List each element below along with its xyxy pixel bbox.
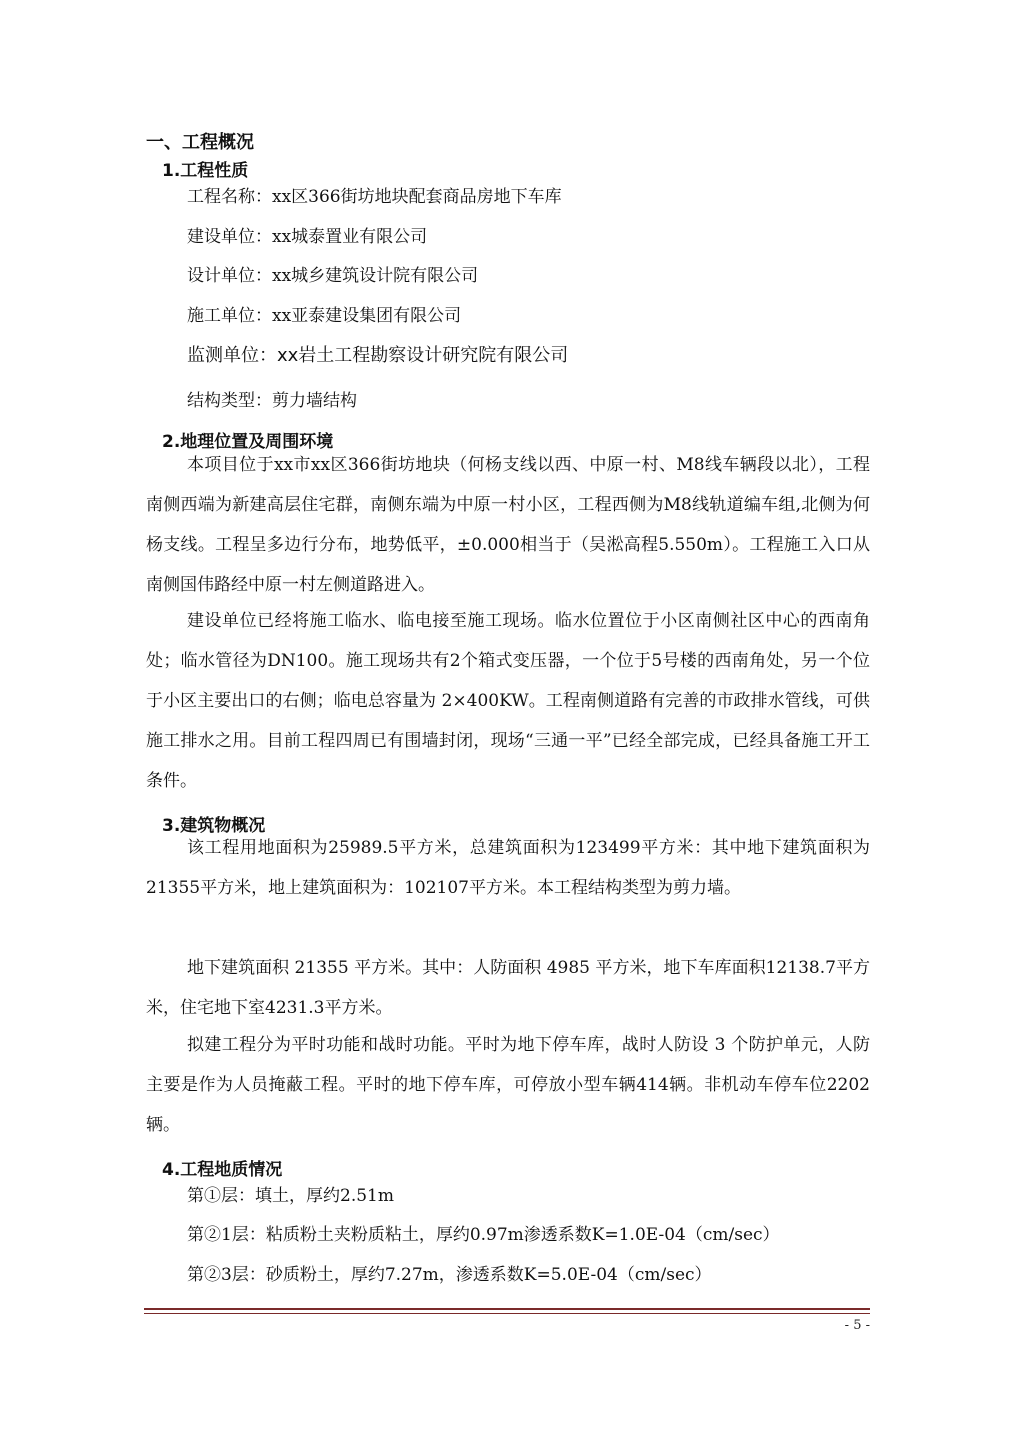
- geology-layer-2-1: 第②1层：粘质粉土夹粉质粘土，厚约0.97m渗透系数K=1.0E-04（cm/sec）: [187, 1225, 780, 1245]
- structure-type-line: 结构类型：剪力墙结构: [187, 391, 357, 411]
- function-paragraph: 拟建工程分为平时功能和战时功能。平时为地下停车库，战时人防设 3 个防护单元，人防主要是作为人员掩蔽工程。平时的地下停车库，可停放小型车辆414辆。非机动车停车位2202辆。: [146, 1035, 870, 1135]
- section-title: 一、工程概况: [146, 132, 254, 153]
- basement-area-paragraph: 地下建筑面积 21355 平方米。其中：人防面积 4985 平方米，地下车库面积12138.7平方米，住宅地下室4231.3平方米。: [146, 958, 870, 1018]
- monitoring-unit-line: 监测单位：xx岩土工程勘察设计研究院有限公司: [187, 345, 569, 366]
- geology-layer-1: 第①层：填土，厚约2.51m: [187, 1186, 394, 1206]
- project-name-line: 工程名称：xx区366街坊地块配套商品房地下车库: [187, 187, 562, 207]
- heading-location: 2.地理位置及周围环境: [162, 432, 334, 452]
- utilities-paragraph: 建设单位已经将施工临水、临电接至施工现场。临水位置位于小区南侧社区中心的西南角处；临水管径为DN100。施工现场共有2个箱式变压器，一个位于5号楼的西南角处，另一个位于小区主要出口的右侧；临电总容量为 2×400KW。工程南侧道路有完善的市政排水管线，可供施工排水之用。目前工程四周已有围墙封闭，现场“三通一平”已经全部完成，已经具备施工开工条件。: [146, 611, 870, 791]
- construction-unit-line: 建设单位：xx城泰置业有限公司: [187, 227, 428, 247]
- area-paragraph: 该工程用地面积为25989.5平方米，总建筑面积为123499平方米：其中地下建筑面积为21355平方米，地上建筑面积为：102107平方米。本工程结构类型为剪力墙。: [146, 838, 870, 898]
- location-paragraph: 本项目位于xx市xx区366街坊地块（何杨支线以西、中原一村、M8线车辆段以北），工程南侧西端为新建高层住宅群，南侧东端为中原一村小区，工程西侧为M8线轨道编车组,北侧为何杨支线。工程呈多边行分布，地势低平，±0.000相当于（吴淞高程5.550m）。工程施工入口从南侧国伟路经中原一村左侧道路进入。: [146, 455, 870, 595]
- geology-layer-2-3: 第②3层：砂质粉土，厚约7.27m，渗透系数K=5.0E-04（cm/sec）: [187, 1265, 712, 1285]
- heading-geology: 4.工程地质情况: [162, 1160, 283, 1180]
- footer-rule-thick: [144, 1308, 870, 1310]
- heading-building-overview: 3.建筑物概况: [162, 816, 266, 836]
- footer-rule-thin: [144, 1313, 870, 1314]
- page-number: - 5 -: [844, 1318, 870, 1333]
- design-unit-line: 设计单位：xx城乡建筑设计院有限公司: [187, 266, 479, 286]
- heading-engineering-nature: 1.工程性质: [162, 161, 249, 181]
- builder-unit-line: 施工单位：xx亚泰建设集团有限公司: [187, 306, 462, 326]
